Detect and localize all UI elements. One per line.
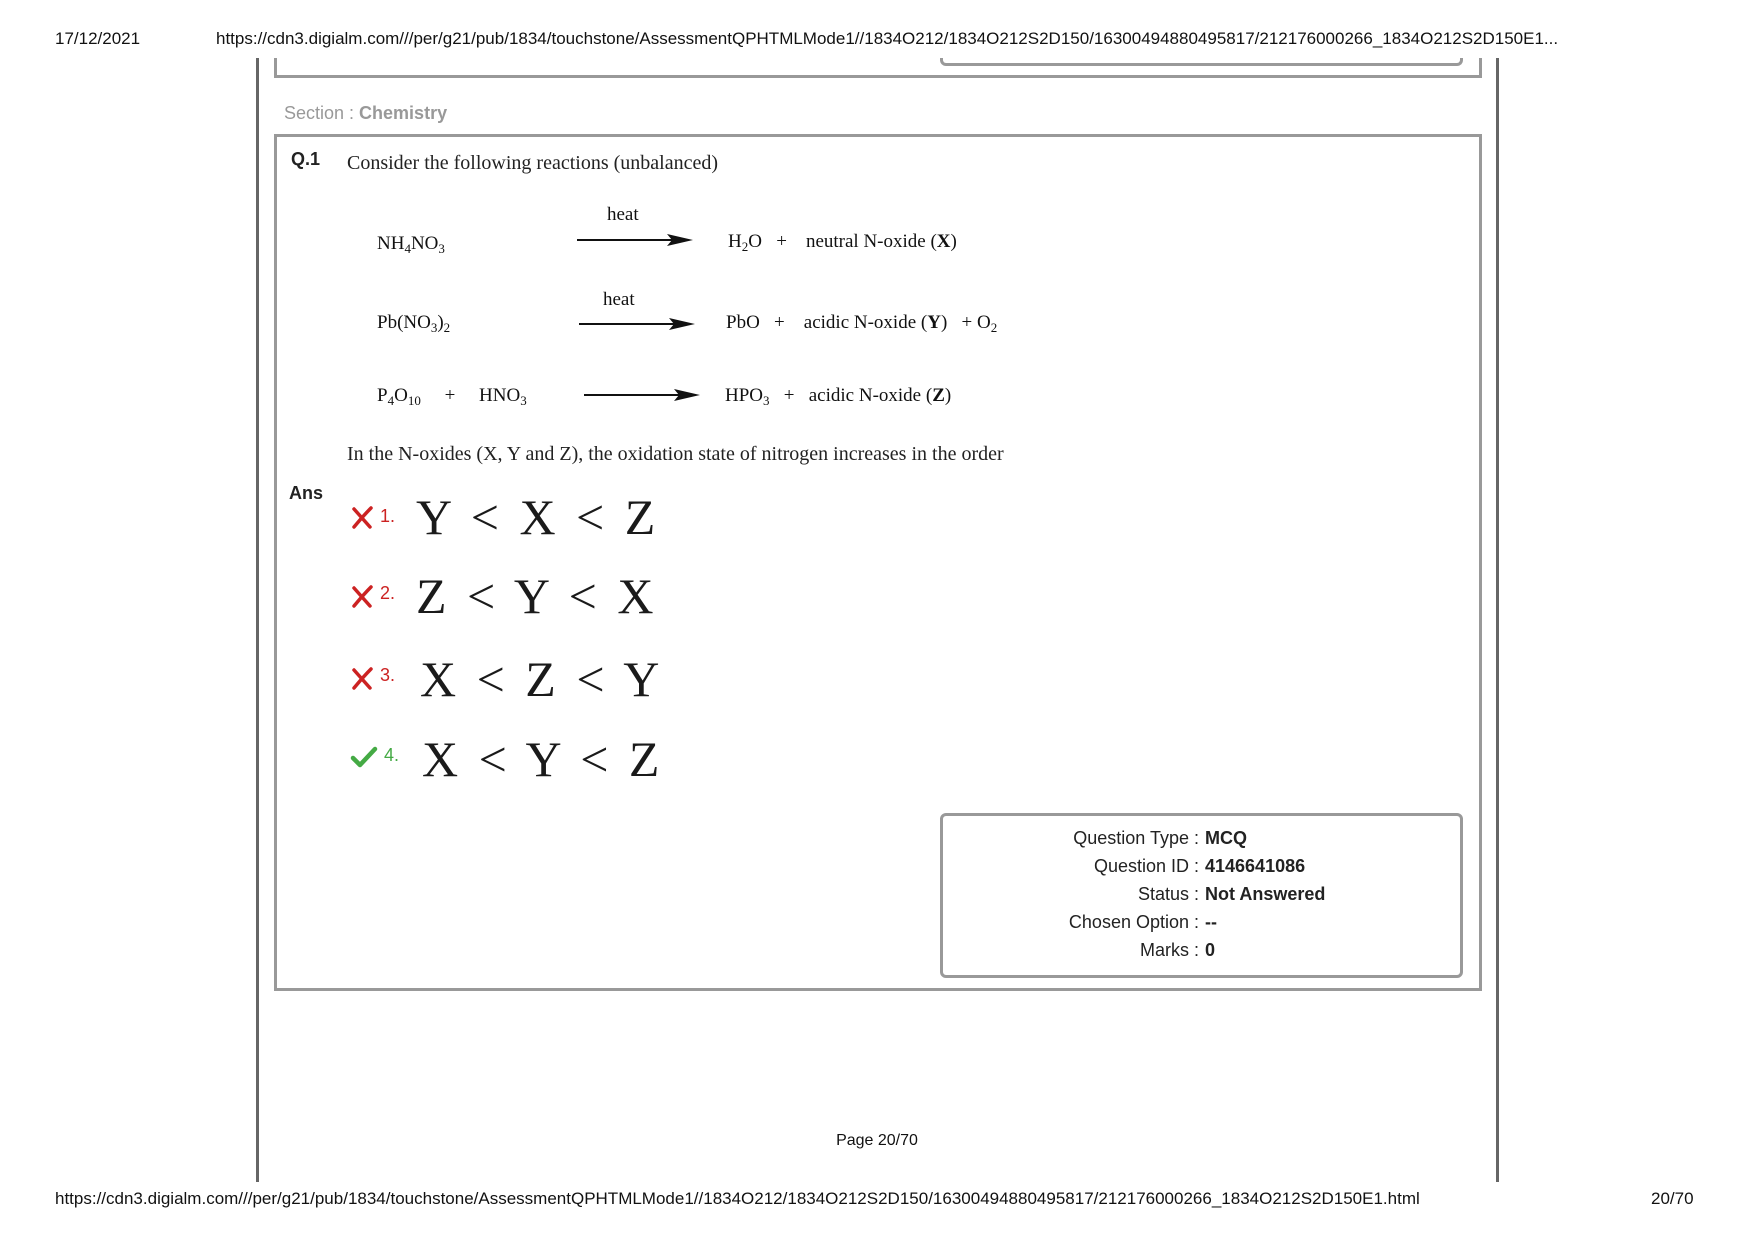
option-2-number: 2. bbox=[380, 583, 396, 603]
option-2-expression: Z < Y < X bbox=[416, 568, 658, 624]
info-row-id bbox=[0, 856, 1754, 880]
info-chosen-value: -- bbox=[1205, 912, 1217, 932]
answer-label: Ans bbox=[289, 483, 324, 503]
cross-icon bbox=[350, 666, 374, 690]
option-3-number: 3. bbox=[380, 665, 396, 685]
info-status-label: Status : bbox=[1137, 884, 1199, 904]
reaction1-heat-label: heat bbox=[607, 204, 639, 225]
frame-left-line bbox=[256, 58, 259, 1182]
info-type-value: MCQ bbox=[1205, 828, 1247, 848]
info-id-value: 4146641086 bbox=[1205, 856, 1306, 876]
question-intro: Consider the following reactions (unbalanced) bbox=[347, 152, 718, 174]
question-number: Q.1 bbox=[291, 149, 321, 169]
reaction3-arrow bbox=[582, 386, 702, 404]
info-row-marks bbox=[0, 940, 1754, 964]
question-prompt: In the N-oxides (X, Y and Z), the oxidation state of nitrogen increases in the order bbox=[347, 443, 1004, 465]
option-1-expression: Y < X < Z bbox=[416, 489, 660, 545]
info-row-status bbox=[0, 884, 1754, 908]
print-date: 17/12/2021 bbox=[55, 29, 141, 48]
info-type-label: Question Type : bbox=[1073, 828, 1199, 848]
footer-url: https://cdn3.digialm.com///per/g21/pub/1834/touchstone/AssessmentQPHTMLMode1//1834O212/1834O212S2D150/16300494880495817/212176000266_1834O212S2D150E1.html bbox=[55, 1189, 1420, 1208]
cross-icon bbox=[350, 505, 374, 529]
cross-icon bbox=[350, 584, 374, 608]
reaction1-products: $H_2O$ + neutral N-oxide (X) bbox=[728, 231, 957, 254]
option-4-number: 4. bbox=[384, 745, 400, 765]
frame-right-line bbox=[1496, 58, 1499, 1182]
info-status-value: Not Answered bbox=[1205, 884, 1326, 904]
footer-page: 20/70 bbox=[1651, 1189, 1694, 1208]
section-title: Section : Chemistry bbox=[284, 103, 448, 123]
info-marks-label: Marks : bbox=[1139, 940, 1199, 960]
option-1-number: 1. bbox=[380, 506, 396, 526]
page-number: Page 20/70 bbox=[836, 1132, 918, 1149]
reaction1-reactant: $NH_4NO_3$ bbox=[377, 233, 445, 256]
info-chosen-label: Chosen Option : bbox=[1068, 912, 1199, 932]
option-3-expression: X < Z < Y bbox=[420, 651, 664, 707]
info-marks-value: 0 bbox=[1205, 940, 1216, 960]
print-url: https://cdn3.digialm.com///per/g21/pub/1834/touchstone/AssessmentQPHTMLMode1//1834O212/1834O212S2D150/16300494880495817/212176000266_1834O212S2D150E1... bbox=[216, 29, 1559, 48]
previous-info-remnant bbox=[940, 58, 1463, 66]
reaction1-arrow bbox=[575, 231, 695, 249]
check-icon bbox=[350, 745, 378, 769]
reaction3-products: $HPO_3$ + acidic N-oxide (Z) bbox=[725, 385, 952, 408]
reaction3-reactants: $P_4O_{10}$ + $HNO_3$ bbox=[377, 385, 527, 408]
reaction2-heat-label: heat bbox=[603, 289, 635, 310]
info-row-type bbox=[0, 828, 1754, 852]
info-row-chosen bbox=[0, 912, 1754, 936]
option-4-expression: X < Y < Z bbox=[422, 731, 664, 787]
reaction2-products: PbO + acidic N-oxide (Y) + $O_2$ bbox=[726, 312, 998, 335]
reaction2-reactant: $Pb(NO_3)_2$ bbox=[377, 312, 451, 335]
info-id-label: Question ID : bbox=[1093, 856, 1199, 876]
reaction2-arrow bbox=[577, 315, 697, 333]
